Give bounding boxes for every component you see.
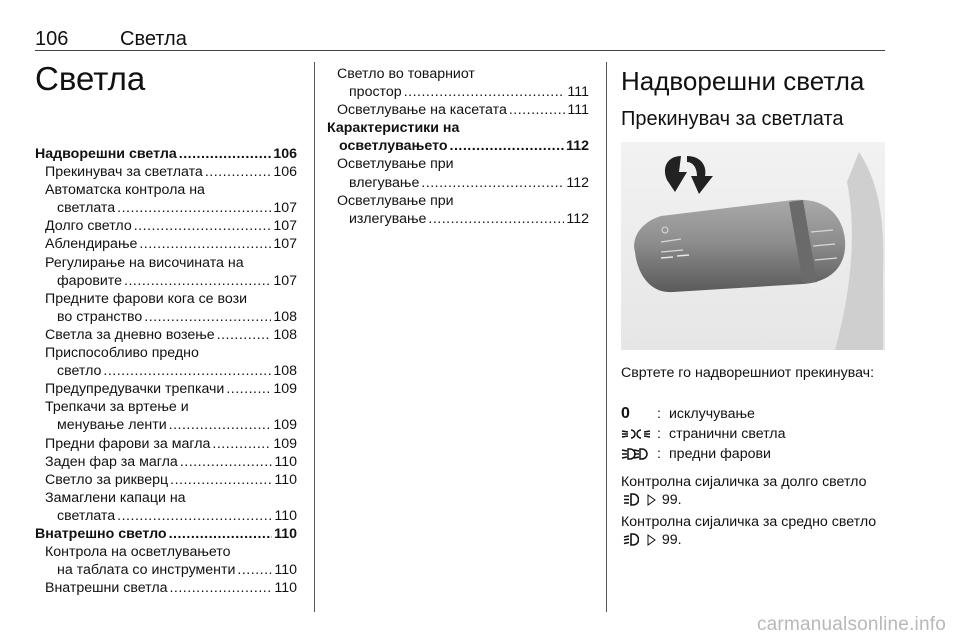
headlight-icon: [621, 445, 657, 463]
toc-page-number: 110: [274, 453, 297, 470]
toc-page-number: 108: [273, 326, 297, 343]
toc-entry[interactable]: [35, 181, 297, 217]
toc-entry-title: менување ленти: [57, 417, 167, 434]
toc-entry-title: Трепкачи за вртење и: [45, 399, 189, 416]
intro-paragraph: Свртете го надворешниот прекинувач:: [621, 365, 875, 381]
toc-entry-title: излегување: [349, 210, 427, 227]
toc-leader-dots: [217, 326, 272, 344]
toc-leader-dots: [169, 525, 273, 543]
toc-entry[interactable]: [35, 525, 297, 543]
toc-entry[interactable]: [35, 217, 297, 235]
toc-entry-title: Долго светло: [45, 218, 132, 235]
legend-label: исклучување: [669, 406, 755, 422]
toc-entry-title: Светло за рикверц: [45, 471, 169, 488]
toc-page-number: 106: [273, 146, 297, 162]
toc-entry-title: Контрола на осветлувањето: [45, 544, 231, 561]
column-divider-1: [314, 62, 315, 612]
toc-page-number: 110: [274, 507, 297, 524]
toc-page-number: 111: [567, 102, 589, 119]
toc-page-number: 112: [566, 138, 589, 155]
toc-entry-title: фаровите: [57, 272, 123, 289]
legend-label: предни фарови: [669, 446, 771, 462]
toc-entry-title: Заден фар за магла: [45, 453, 178, 470]
toc-page-number: 108: [273, 308, 297, 325]
toc-entry[interactable]: [35, 145, 297, 163]
subsection-title: Прекинувач за светлата: [621, 108, 844, 130]
toc-entry-title: Светла за дневно возење: [45, 326, 215, 343]
toc-page-number: 109: [273, 435, 297, 452]
side-light-icon: [621, 425, 657, 443]
table-of-contents-column-2: [327, 65, 589, 228]
page-number: 106: [35, 28, 69, 50]
toc-entry-title: во странство: [57, 308, 143, 325]
table-of-contents-column-1: [35, 145, 297, 597]
page-header: [35, 28, 885, 50]
toc-leader-dots: [450, 137, 565, 155]
section-title: Надворешни светла: [621, 66, 865, 96]
toc-entry-title: Внатрешно светло: [35, 525, 167, 542]
toc-page-number: 109: [273, 381, 297, 398]
toc-entry-title: светлата: [57, 200, 116, 217]
toc-entry[interactable]: [327, 192, 589, 228]
toc-page-number: 106: [273, 164, 297, 181]
toc-entry-title: влегување: [349, 174, 420, 191]
toc-leader-dots: [124, 272, 271, 290]
toc-page-number: 108: [273, 363, 297, 380]
toc-leader-dots: [509, 101, 566, 119]
toc-page-number: 110: [274, 562, 297, 579]
toc-entry[interactable]: [35, 380, 297, 398]
off-symbol-icon: 0: [621, 405, 630, 422]
toc-entry-title: Замаглени капаци на: [45, 489, 186, 506]
legend-row-side-lights: : странични светла: [621, 424, 885, 444]
light-switch-photo: [621, 142, 885, 350]
toc-leader-dots: [180, 453, 273, 471]
toc-entry[interactable]: [35, 453, 297, 471]
toc-page-number: 107: [273, 200, 297, 217]
toc-page-number: 112: [566, 210, 589, 227]
toc-leader-dots: [404, 83, 566, 101]
toc-entry[interactable]: [327, 101, 589, 119]
toc-entry[interactable]: [35, 398, 297, 434]
toc-entry-title: Прекинувач за светлата: [45, 164, 203, 181]
toc-entry-title: Регулирање на височината на: [45, 254, 244, 271]
toc-page-number: 111: [567, 84, 589, 101]
toc-entry[interactable]: [35, 471, 297, 489]
toc-entry[interactable]: [35, 579, 297, 597]
high-beam-paragraph: Контролна сијаличка за долго светло 99.: [621, 474, 867, 509]
toc-entry[interactable]: [35, 290, 297, 326]
column-divider-2: [606, 62, 607, 612]
page-reference-arrow-icon: [647, 494, 656, 506]
toc-entry-title: Светло во товарниот: [337, 66, 475, 82]
toc-entry-title: Предните фарови кога се вози: [45, 290, 248, 307]
toc-leader-dots: [421, 174, 564, 192]
toc-entry[interactable]: [35, 435, 297, 453]
legend-label: странични светла: [669, 426, 786, 442]
toc-leader-dots: [205, 163, 272, 181]
toc-leader-dots: [169, 416, 272, 434]
toc-page-number: 107: [273, 272, 297, 289]
legend-row-off: 0 : исклучување: [621, 405, 755, 422]
toc-leader-dots: [117, 507, 272, 525]
toc-entry[interactable]: [327, 155, 589, 191]
chapter-title: Светла: [35, 60, 146, 97]
toc-entry[interactable]: [327, 119, 589, 155]
toc-leader-dots: [170, 471, 272, 489]
toc-entry-title: простор: [349, 84, 402, 101]
toc-page-number: 110: [274, 471, 297, 488]
toc-page-number: 107: [273, 236, 297, 253]
toc-leader-dots: [117, 199, 271, 217]
toc-entry-title: на таблата со инструменти: [57, 562, 236, 579]
toc-leader-dots: [428, 210, 564, 228]
toc-entry[interactable]: [35, 163, 297, 181]
page-reference-arrow-icon: [647, 534, 656, 546]
toc-entry[interactable]: [327, 65, 589, 101]
legend-row-headlights: : предни фарови: [621, 444, 885, 464]
toc-page-number: 110: [274, 580, 297, 597]
toc-leader-dots: [226, 380, 271, 398]
toc-leader-dots: [212, 435, 271, 453]
toc-entry-title: Осветлување при: [337, 192, 454, 209]
toc-entry-title: Автоматска контрола на: [45, 182, 205, 199]
toc-entry-title: Карактеристики на: [327, 120, 460, 137]
toc-entry[interactable]: [35, 254, 297, 290]
toc-page-number: 109: [273, 417, 297, 434]
header-divider: [35, 50, 885, 51]
toc-leader-dots: [134, 217, 272, 235]
low-beam-icon: [623, 533, 639, 546]
toc-entry-title: светло: [57, 363, 102, 380]
toc-entry[interactable]: [35, 543, 297, 579]
watermark: carmanualsonline.info: [756, 614, 946, 635]
toc-page-number: 110: [274, 525, 297, 542]
high-beam-icon: [623, 493, 639, 506]
toc-entry-title: Надворешни светла: [35, 146, 177, 162]
toc-entry-title: Аблендирање: [45, 236, 138, 253]
toc-page-number: 112: [566, 174, 589, 191]
toc-page-number: 107: [273, 218, 297, 235]
toc-entry-title: Осветлување при: [337, 156, 454, 173]
toc-leader-dots: [139, 235, 271, 253]
running-title: Светла: [120, 28, 187, 50]
toc-leader-dots: [144, 308, 271, 326]
toc-entry-title: Предупредувачки трепкачи: [45, 381, 225, 398]
toc-leader-dots: [169, 579, 272, 597]
toc-entry-title: Осветлување на касетата: [337, 102, 507, 119]
toc-entry[interactable]: [35, 344, 297, 380]
low-beam-paragraph: Контролна сијаличка за средно светло 99.: [621, 514, 877, 549]
toc-entry-title: Внатрешни светла: [45, 580, 168, 597]
toc-entry-title: Предни фарови за магла: [45, 435, 211, 452]
toc-leader-dots: [103, 362, 271, 380]
switch-position-legend: [621, 404, 885, 464]
toc-entry-title: осветлувањето: [339, 138, 448, 155]
toc-leader-dots: [237, 561, 272, 579]
toc-leader-dots: [179, 145, 272, 163]
toc-entry[interactable]: [35, 235, 297, 253]
toc-entry[interactable]: [35, 489, 297, 525]
toc-entry-title: Приспособливо предно: [45, 345, 199, 362]
toc-entry-title: светлата: [57, 507, 116, 524]
toc-entry[interactable]: [35, 326, 297, 344]
